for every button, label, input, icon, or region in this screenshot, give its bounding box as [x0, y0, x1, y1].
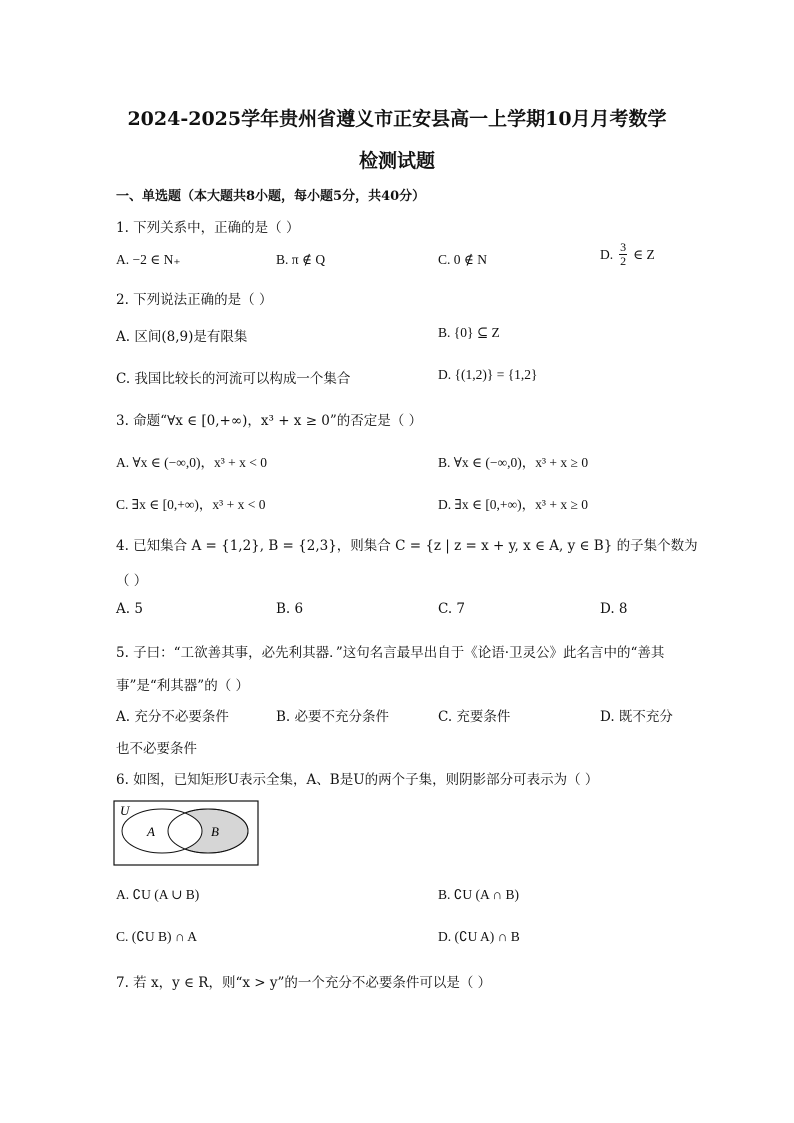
- question-6-option-b: B. ∁U (A ∩ B): [438, 887, 519, 902]
- question-5-stem-cont: 事”是“利其器”的（ ）: [116, 678, 249, 694]
- question-3-option-a: A. ∀x ∈ (−∞,0)，x³ + x < 0: [116, 455, 268, 470]
- question-1-option-d: [600, 241, 655, 268]
- question-2-option-b: B. {0} ⊆ Z: [438, 325, 500, 340]
- venn-label-a: A: [147, 824, 155, 839]
- question-6-option-a: A. ∁U (A ∪ B): [116, 887, 200, 902]
- question-1-option-a: A. −2 ∈ N₊: [116, 252, 181, 267]
- question-4-option-b: B. 6: [276, 601, 304, 617]
- fraction-denominator: 2: [620, 254, 627, 268]
- question-5-option-b: B. 必要不充分条件: [276, 709, 390, 725]
- question-4-stem-cont: （ ）: [116, 573, 148, 589]
- question-1-option-c: C. 0 ∉ N: [438, 252, 487, 267]
- question-6-option-d: D. (∁U A) ∩ B: [438, 929, 520, 944]
- question-3-option-b: B. ∀x ∈ (−∞,0)，x³ + x ≥ 0: [438, 455, 589, 470]
- question-1-stem: 1. 下列关系中，正确的是（ ）: [116, 220, 300, 236]
- question-7-stem: 7. 若 x，y ∈ R，则“x > y”的一个充分不必要条件可以是（ ）: [116, 975, 492, 991]
- option-text: ∈ Z: [633, 246, 655, 262]
- question-6-stem: 6. 如图，已知矩形U表示全集，A、B是U的两个子集，则阴影部分可表示为（ ）: [116, 772, 599, 788]
- question-4-option-c: C. 7: [438, 601, 466, 617]
- venn-label-b: B: [211, 824, 219, 839]
- question-5-stem: 5. 子曰：“工欲善其事，必先利其器．”这句名言最早出自于《论语·卫灵公》此名言中的“善其: [116, 645, 665, 661]
- fraction: [619, 241, 627, 268]
- question-5-option-d-cont: 也不必要条件: [116, 741, 197, 757]
- question-4-stem: 4. 已知集合 A = {1,2}, B = {2,3}，则集合 C = {z | z = x + y, x ∈ A, y ∈ B} 的子集个数为: [116, 538, 698, 554]
- question-5-option-d: D. 既不充分: [600, 709, 673, 725]
- question-2-option-d: D. {(1,2)} = {1,2}: [438, 367, 538, 382]
- question-4-option-a: A. 5: [116, 601, 143, 617]
- question-5-option-a: A. 充分不必要条件: [116, 709, 229, 725]
- section-header: 一、单选题（本大题共8小题，每小题5分，共40分）: [116, 189, 426, 204]
- question-1-option-b: B. π ∉ Q: [276, 252, 326, 267]
- option-label: D.: [600, 246, 614, 262]
- venn-label-u: U: [120, 803, 130, 818]
- question-3-option-d: D. ∃x ∈ [0,+∞)，x³ + x ≥ 0: [438, 497, 588, 512]
- question-3-stem: 3. 命题“∀x ∈ [0,+∞)，x³ + x ≥ 0”的否定是（ ）: [116, 413, 423, 429]
- question-2-option-a: A. 区间(8,9)是有限集: [116, 329, 248, 345]
- question-6-option-c: C. (∁U B) ∩ A: [116, 929, 197, 944]
- page-title-line2: 检测试题: [358, 150, 435, 172]
- page-title: 2024-2025学年贵州省遵义市正安县高一上学期10月月考数学: [127, 108, 667, 130]
- venn-diagram: [113, 800, 259, 866]
- question-2-stem: 2. 下列说法正确的是（ ）: [116, 292, 273, 308]
- question-5-option-c: C. 充要条件: [438, 709, 511, 725]
- fraction-numerator: 3: [620, 240, 627, 254]
- question-4-option-d: D. 8: [600, 601, 628, 617]
- question-3-option-c: C. ∃x ∈ [0,+∞)，x³ + x < 0: [116, 497, 266, 512]
- set-a-ellipse: [122, 809, 202, 853]
- question-2-option-c: C. 我国比较长的河流可以构成一个集合: [116, 371, 351, 387]
